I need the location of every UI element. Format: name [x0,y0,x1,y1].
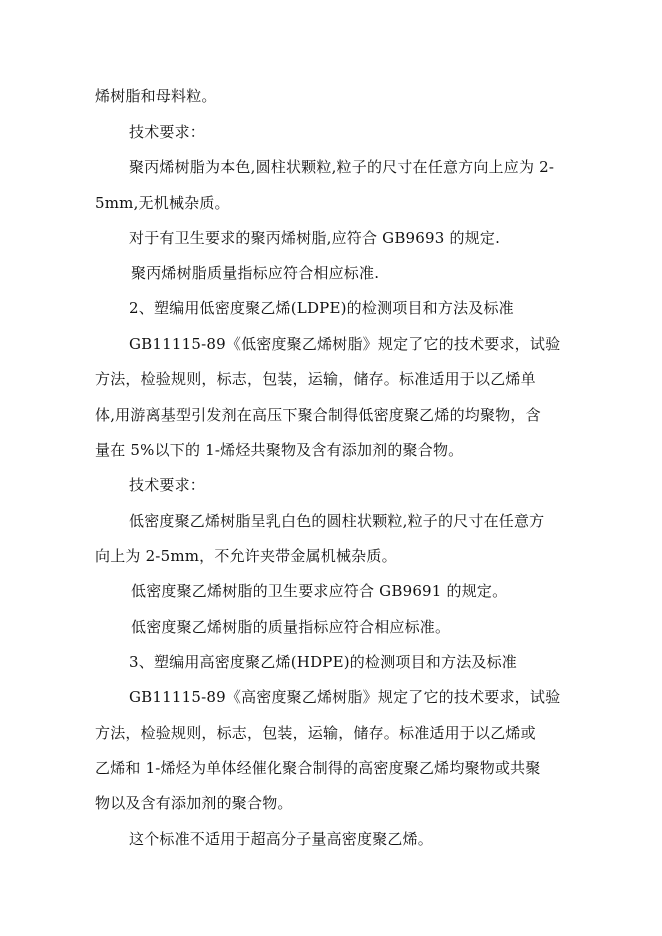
text-line-6: 聚丙烯树脂质量指标应符合相应标准. [131,264,380,282]
text-line-8: GB11115-89《低密度聚乙烯树脂》规定了它的技术要求，试验 [129,335,561,353]
text-line-13: 低密度聚乙烯树脂呈乳白色的圆柱状颗粒,粒子的尺寸在任意方 [129,512,545,530]
text-line-7: 2、塑编用低密度聚乙烯(LDPE)的检测项目和方法及标准 [129,299,514,317]
text-line-11: 量在 5%以下的 1-烯烃共聚物及含有添加剂的聚合物。 [95,441,464,459]
text-line-22: 这个标准不适用于超高分子量高密度聚乙烯。 [129,830,434,848]
text-line-1: 烯树脂和母料粒。 [95,87,217,105]
text-line-3: 聚丙烯树脂为本色,圆柱状颗粒,粒子的尺寸在任意方向上应为 2- [129,158,555,176]
text-line-18: GB11115-89《高密度聚乙烯树脂》规定了它的技术要求，试验 [129,688,561,706]
text-line-4: 5mm,无机械杂质。 [95,194,230,212]
text-line-15: 低密度聚乙烯树脂的卫生要求应符合 GB9691 的规定。 [131,582,508,600]
text-line-10: 体,用游离基型引发剂在高压下聚合制得低密度聚乙烯的均聚物，含 [95,406,541,424]
text-line-2: 技术要求： [129,123,206,141]
text-line-20: 乙烯和 1-烯烃为单体经催化聚合制得的高密度聚乙烯均聚物或共聚 [95,759,541,777]
text-line-16: 低密度聚乙烯树脂的质量指标应符合相应标准。 [131,618,451,636]
text-line-17: 3、塑编用高密度聚乙烯(HDPE)的检测项目和方法及标准 [129,653,517,671]
text-line-21: 物以及含有添加剂的聚合物。 [95,794,293,812]
text-line-12: 技术要求： [129,476,206,494]
text-line-19: 方法，检验规则，标志，包装，运输，储存。标准适用于以乙烯或 [95,724,536,742]
text-line-14: 向上为 2-5mm，不允许夹带金属机械杂质。 [95,547,397,565]
text-line-9: 方法，检验规则，标志，包装，运输，储存。标准适用于以乙烯单 [95,370,536,388]
text-line-5: 对于有卫生要求的聚丙烯树脂,应符合 GB9693 的规定. [129,229,501,247]
